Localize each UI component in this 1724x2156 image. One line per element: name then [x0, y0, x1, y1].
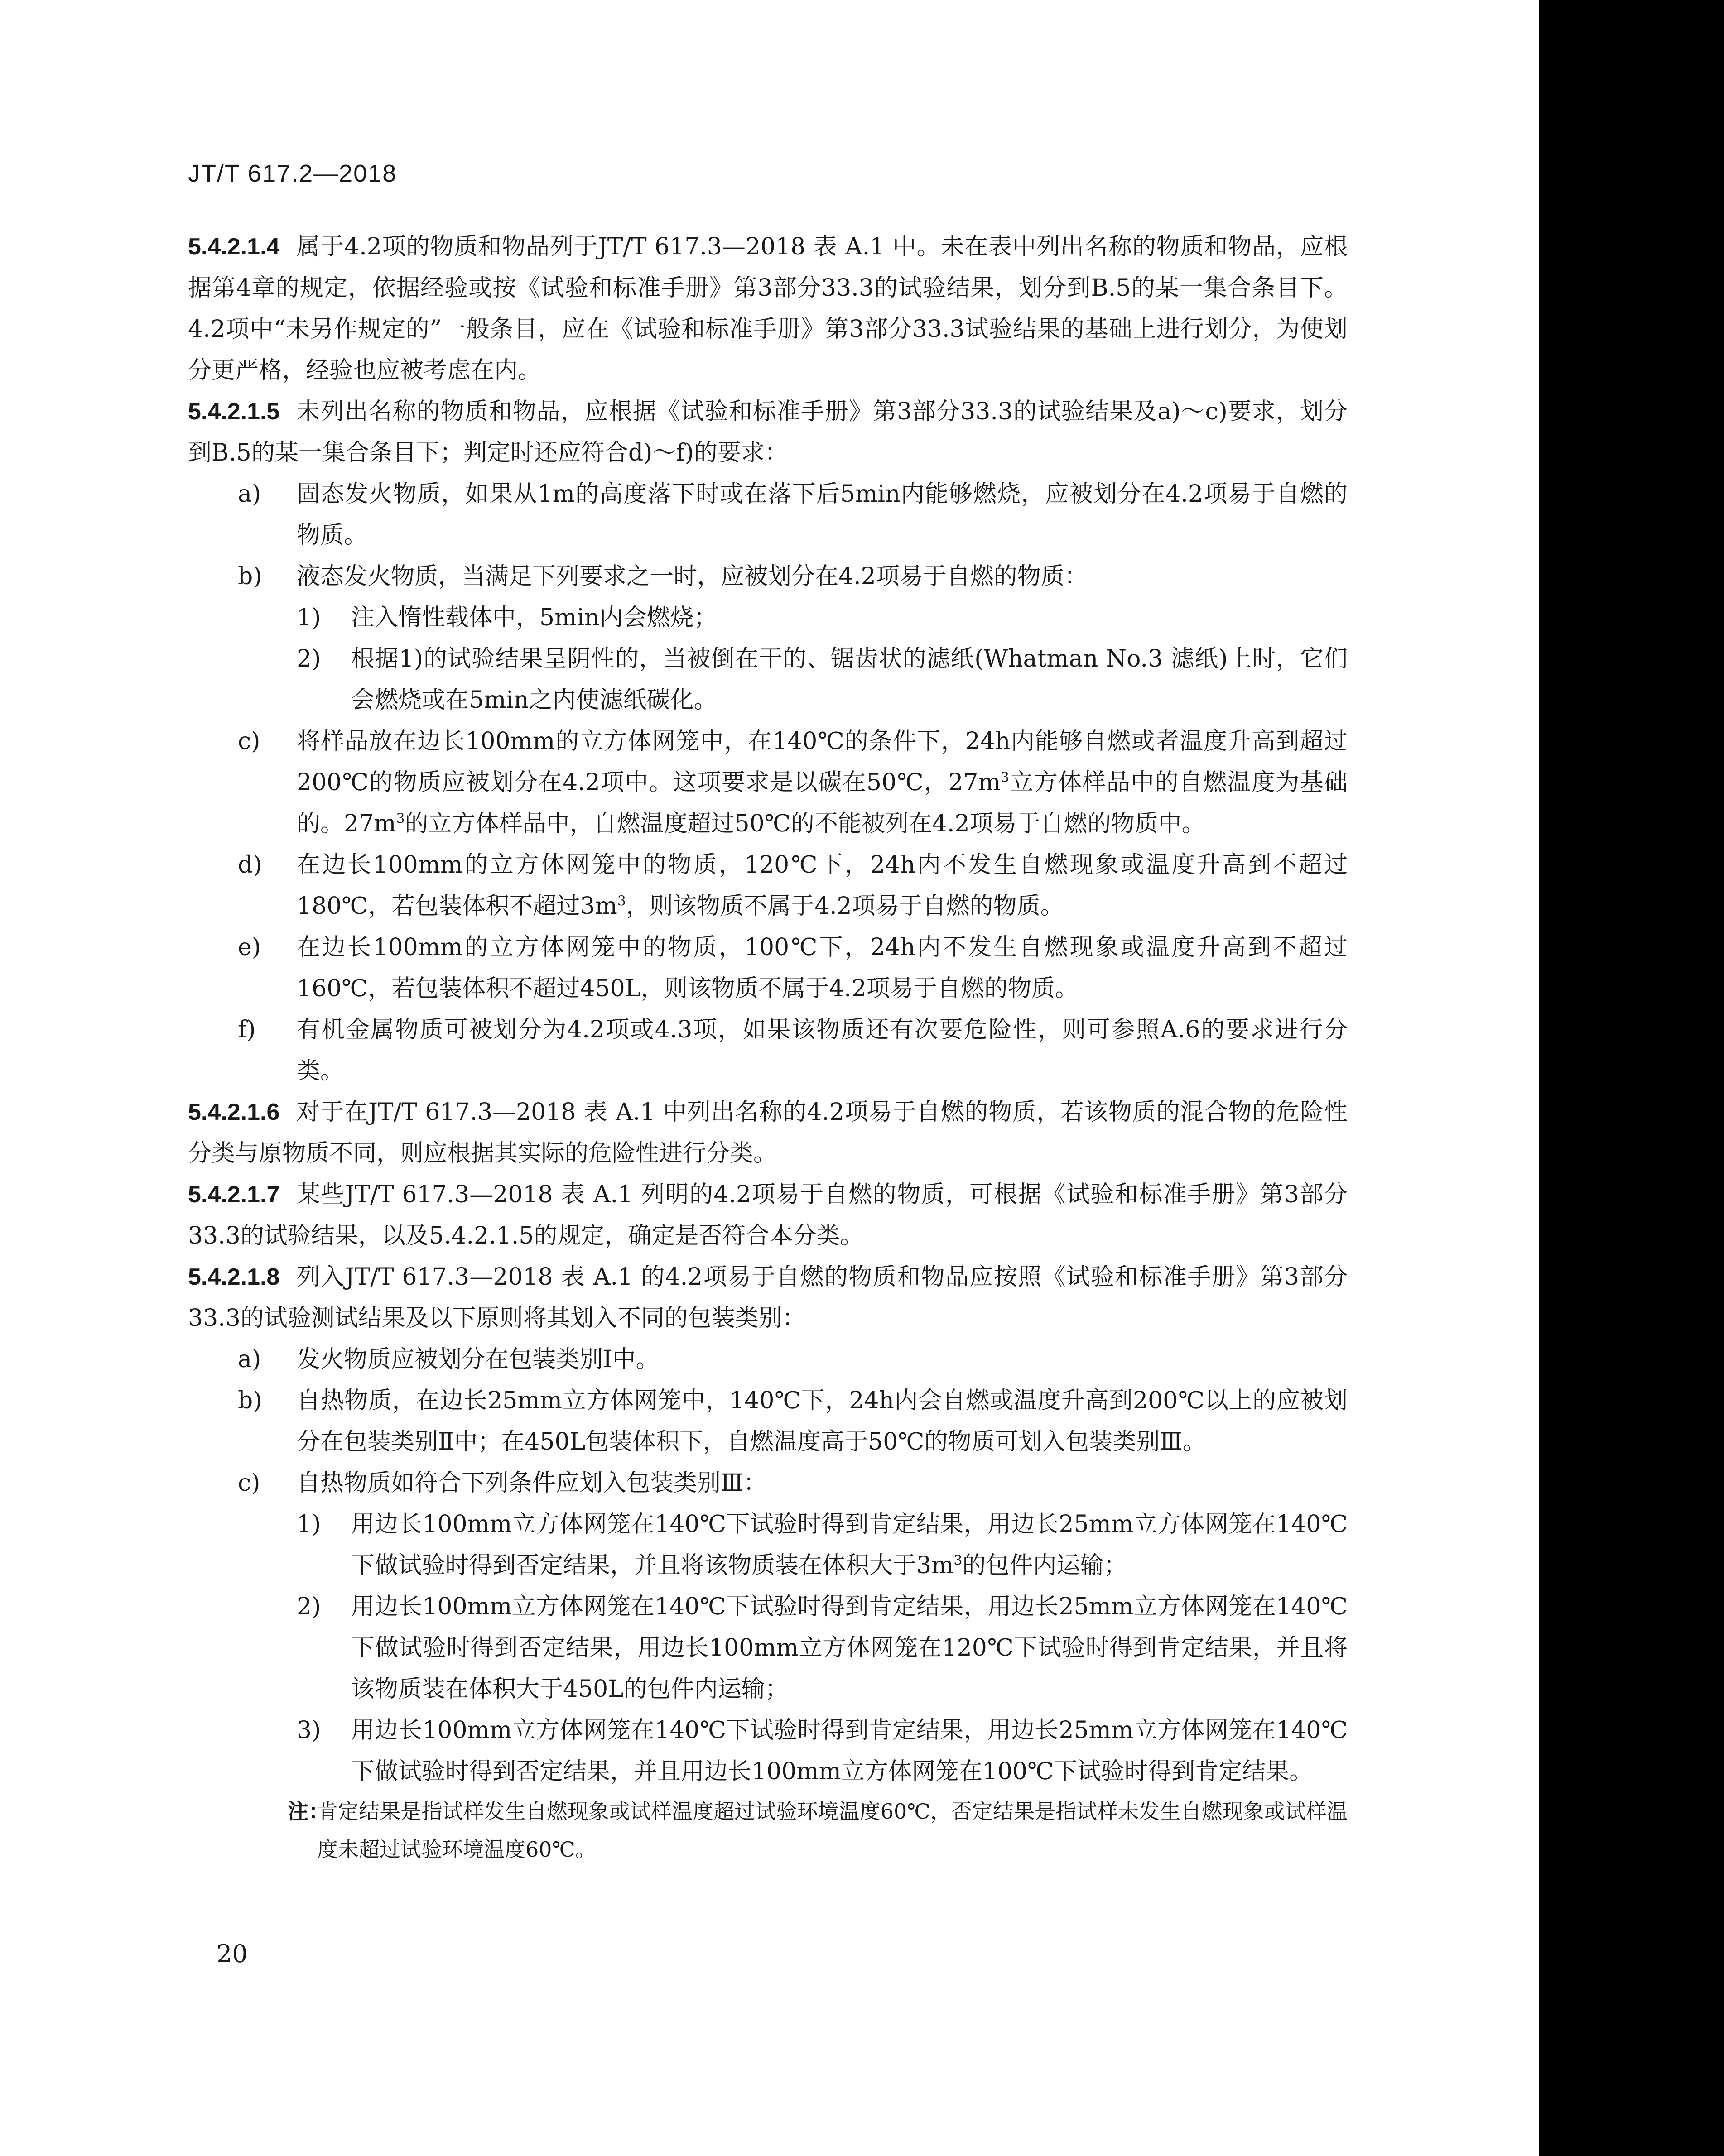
packing-item-c — [188, 1463, 1348, 1504]
scan-edge-black-strip — [1539, 0, 1724, 2156]
clause-text: 对于在JT/T 617.3—2018 表 A.1 中列出名称的4.2项易于自燃的物质，若该物质的混合物的危险性分类与原物质不同，则应根据其实际的危险性进行分类。 — [188, 1099, 1348, 1167]
document-code-header: JT/T 617.2—2018 — [188, 160, 397, 187]
packing-sub-item-c2 — [188, 1586, 1348, 1710]
list-text: 在边长100mm的立方体网笼中的物质，100℃下，24h内不发生自燃现象或温度升高到不超过160℃，若包装体积不超过450L，则该物质不属于4.2项易于自燃的物质。 — [297, 934, 1348, 1002]
sub-text: 根据1)的试验结果呈阴性的，当被倒在干的、锯齿状的滤纸(Whatman No.3 滤纸)上时，它们会燃烧或在5min之内使滤纸碳化。 — [351, 645, 1348, 714]
list-item-a — [188, 474, 1348, 556]
sub-item-b1 — [188, 597, 1348, 639]
list-text: 固态发火物质，如果从1m的高度落下时或在落下后5min内能够燃烧，应被划分在4.2项易于自燃的物质。 — [297, 480, 1348, 549]
clause-5-4-2-1-6 — [188, 1092, 1348, 1174]
sub-text: 的包件内运输； — [962, 1552, 1127, 1579]
clause-text: 未列出名称的物质和物品，应根据《试验和标准手册》第3部分33.3的试验结果及a)～c)要求，划分到B.5的某一集合条目下；判定时还应符合d)～f)的要求： — [188, 398, 1348, 466]
list-text: 在边长100mm的立方体网笼中的物质，120℃下，24h内不发生自燃现象或温度升高到不超过180℃，若包装体积不超过3m — [297, 851, 1348, 920]
list-item-e — [188, 927, 1348, 1009]
list-label: c) — [238, 728, 260, 755]
list-label: f) — [238, 1016, 256, 1043]
page-body — [188, 226, 1348, 1868]
list-item-c — [188, 721, 1348, 845]
list-item-d — [188, 845, 1348, 927]
note — [238, 1792, 1348, 1868]
sub-item-b2 — [188, 639, 1348, 721]
sub-text: 注入惰性载体中，5min内会燃烧； — [351, 604, 718, 631]
sub-text: 用边长100mm立方体网笼在140℃下试验时得到肯定结果，用边长25mm立方体网笼在140℃下做试验时得到否定结果，并且将该物质装在体积大于3m — [351, 1511, 1348, 1579]
list-text: 的立方体样品中，自燃温度超过50℃的不能被列在4.2项易于自燃的物质中。 — [405, 810, 1205, 837]
packing-item-a — [188, 1339, 1348, 1380]
list-text: 自热物质如符合下列条件应划入包装类别Ⅲ： — [297, 1469, 767, 1497]
note-text: 肯定结果是指试样发生自燃现象或试样温度超过试验环境温度60℃，否定结果是指试样未发生自燃现象或试样温度未超过试验环境温度60℃。 — [317, 1799, 1348, 1862]
list-label: c) — [238, 1469, 260, 1497]
packing-item-b — [188, 1380, 1348, 1463]
list-item-f — [188, 1009, 1348, 1092]
list-text: 有机金属物质可被划分为4.2项或4.3项，如果该物质还有次要危险性，则可参照A.6的要求进行分类。 — [297, 1016, 1348, 1085]
list-label: e) — [238, 934, 261, 961]
sub-label: 1) — [297, 1511, 321, 1538]
list-text: 立方体样品中的自燃温度为基础的。27m — [297, 769, 1348, 837]
clause-5-4-2-1-5 — [188, 391, 1348, 474]
superscript: 3 — [617, 893, 626, 909]
superscript: 3 — [396, 811, 405, 827]
page-number: 20 — [217, 1940, 248, 1968]
list-label: a) — [238, 1346, 261, 1373]
clause-number: 5.4.2.1.7 — [188, 1181, 280, 1208]
sub-label: 2) — [297, 1593, 321, 1620]
list-text: 发火物质应被划分在包装类别Ⅰ中。 — [297, 1346, 660, 1373]
sub-text: 用边长100mm立方体网笼在140℃下试验时得到肯定结果，用边长25mm立方体网笼在140℃下做试验时得到否定结果，并且用边长100mm立方体网笼在100℃下试验时得到肯定结果。 — [351, 1717, 1348, 1785]
clause-5-4-2-1-4 — [188, 226, 1348, 391]
clause-5-4-2-1-8 — [188, 1257, 1348, 1339]
packing-sub-item-c1 — [188, 1504, 1348, 1586]
clause-number: 5.4.2.1.4 — [188, 234, 280, 260]
list-text: 自热物质，在边长25mm立方体网笼中，140℃下，24h内会自燃或温度升高到200℃以上的应被划分在包装类别Ⅱ中；在450L包装体积下，自燃温度高于50℃的物质可划入包装类别Ⅲ。 — [297, 1387, 1348, 1455]
clause-number: 5.4.2.1.6 — [188, 1099, 280, 1125]
superscript: 3 — [953, 1552, 963, 1569]
sub-text: 用边长100mm立方体网笼在140℃下试验时得到肯定结果，用边长25mm立方体网笼在140℃下做试验时得到否定结果，用边长100mm立方体网笼在120℃下试验时得到肯定结果，并且将该物质装在体积大于450L的包件内运输； — [351, 1593, 1348, 1703]
sub-label: 2) — [297, 645, 321, 672]
list-text: 液态发火物质，当满足下列要求之一时，应被划分在4.2项易于自燃的物质： — [297, 563, 1088, 590]
sub-label: 3) — [297, 1717, 321, 1744]
list-item-b — [188, 556, 1348, 597]
clause-text: 某些JT/T 617.3—2018 表 A.1 列明的4.2项易于自燃的物质，可根据《试验和标准手册》第3部分33.3的试验结果，以及5.4.2.1.5的规定，确定是否符合本分类。 — [188, 1181, 1348, 1249]
clause-5-4-2-1-7 — [188, 1174, 1348, 1257]
packing-sub-item-c3 — [188, 1710, 1348, 1792]
clause-text: 列入JT/T 617.3—2018 表 A.1 的4.2项易于自燃的物质和物品应按照《试验和标准手册》第3部分33.3的试验测试结果及以下原则将其划入不同的包装类别： — [188, 1263, 1348, 1332]
sub-label: 1) — [297, 604, 321, 631]
list-label: a) — [238, 480, 261, 508]
superscript: 3 — [1000, 769, 1009, 786]
list-label: b) — [238, 563, 262, 590]
list-text: 将样品放在边长100mm的立方体网笼中，在140℃的条件下，24h内能够自燃或者温度升高到超过200℃的物质应被划分在4.2项中。这项要求是以碳在50℃，27m — [297, 728, 1348, 796]
list-label: d) — [238, 851, 262, 879]
clause-number: 5.4.2.1.8 — [188, 1264, 280, 1290]
clause-text: 属于4.2项的物质和物品列于JT/T 617.3—2018 表 A.1 中。未在表中列出名称的物质和物品，应根据第4章的规定，依据经验或按《试验和标准手册》第3部分33.3的试验结果，划分到B.5的某一集合条目下。4.2项中“未另作规定的”一般条目，应在《试验和标准手册》第3部分33.3试验结果的基础上进行划分，为使划分更严格，经验也应被考虑在内。 — [188, 233, 1348, 384]
note-label: 注： — [288, 1800, 329, 1823]
list-label: b) — [238, 1387, 262, 1414]
list-text: ，则该物质不属于4.2项易于自燃的物质。 — [626, 893, 1064, 920]
clause-number: 5.4.2.1.5 — [188, 399, 280, 425]
